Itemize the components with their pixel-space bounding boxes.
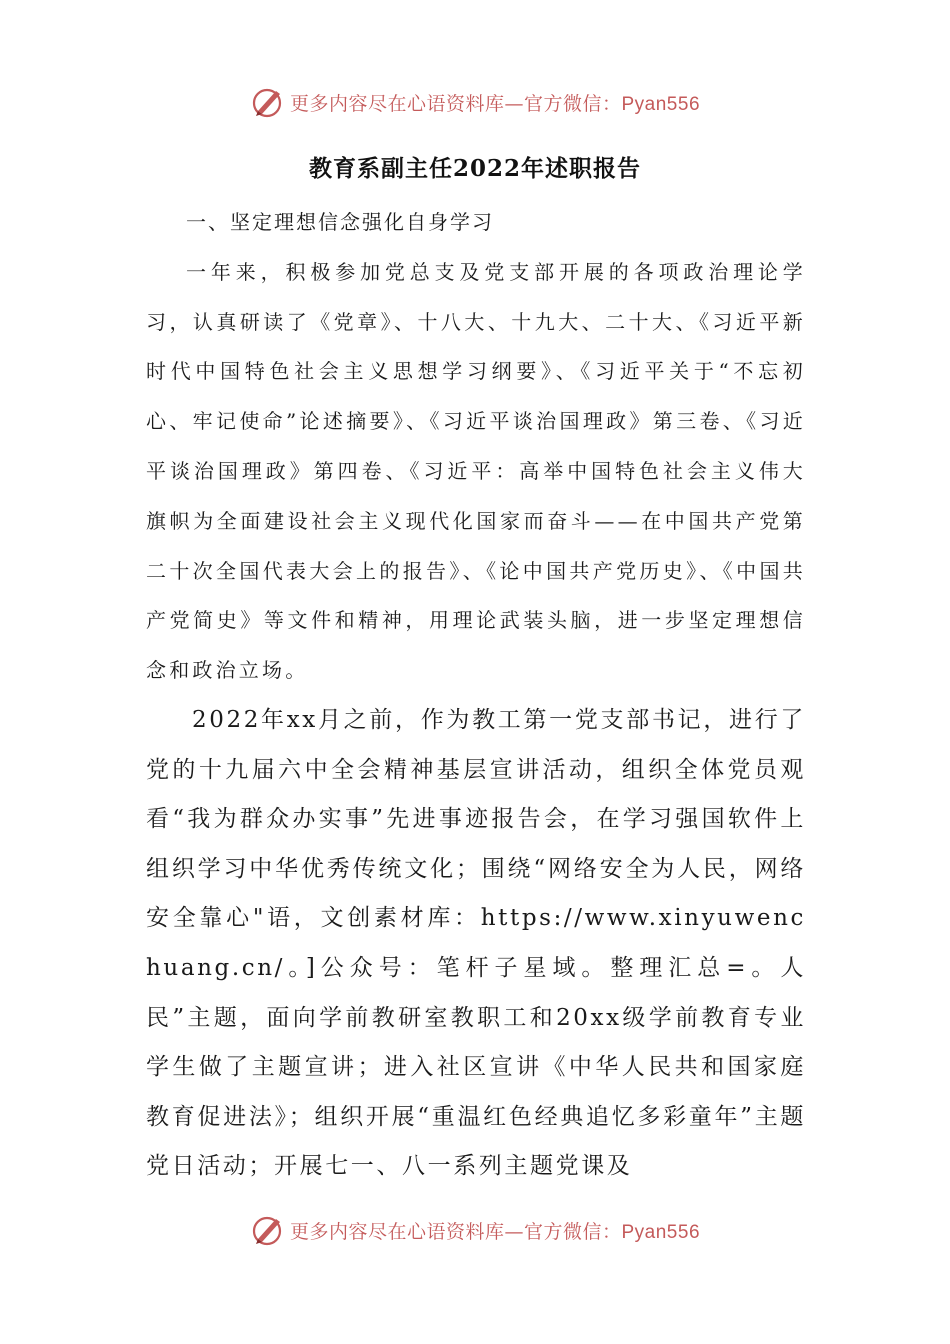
pen-logo-icon — [250, 84, 286, 120]
document-body — [146, 198, 806, 1192]
banner-label: 更多内容尽在心语资料库—官方微信： — [289, 92, 622, 115]
paragraph-2: 2022年xx月之前，作为教工第一党支部书记，进行了党的十九届六中全会精神基层宣讲活动，组织全体党员观看“我为群众办实事”先进事迹报告会，在学习强国软件上组织学习中华优秀传统文化；围绕“网络安全为人民，网络安全靠心"语，文创素材库：https://www.xinyuwenchuang.cn/。]公众号：笔杆子星域。整理汇总=。人民”主题，面向学前教研室教职工和20xx级学前教育专业学生做了主题宣讲；进入社区宣讲《中华人民共和国家庭教育促进法》；组织开展“重温红色经典追忆多彩童年”主题党日活动；开展七一、八一系列主题党课及 — [146, 706, 806, 1180]
footer-banner — [0, 1210, 950, 1250]
banner-text — [290, 1217, 700, 1244]
banner-text — [290, 89, 700, 116]
wechat-id: Pyan556 — [621, 1221, 701, 1243]
pen-logo-icon — [250, 1212, 286, 1248]
wechat-id: Pyan556 — [621, 93, 701, 115]
paragraph-1: 一年来，积极参加党总支及党支部开展的各项政治理论学习，认真研读了《党章》、十八大、十九大、二十大、《习近平新时代中国特色社会主义思想学习纲要》、《习近平关于“不忘初心、牢记使命”论述摘要》、《习近平谈治国理政》第三卷、《习近平谈治国理政》第四卷、《习近平：高举中国特色社会主义伟大旗帜为全面建设社会主义现代化国家而奋斗——在中国共产党第二十次全国代表大会上的报告》、《论中国共产党历史》、《中国共产党简史》等文件和精神，用理论武装头脑，进一步坚定理想信念和政治立场。 — [146, 259, 806, 683]
header-banner — [0, 82, 950, 122]
section-heading: 一、坚定理想信念强化自身学习 — [186, 210, 494, 234]
document-title: 教育系副主任2022年述职报告 — [308, 155, 641, 182]
banner-label: 更多内容尽在心语资料库—官方微信： — [289, 1220, 622, 1243]
